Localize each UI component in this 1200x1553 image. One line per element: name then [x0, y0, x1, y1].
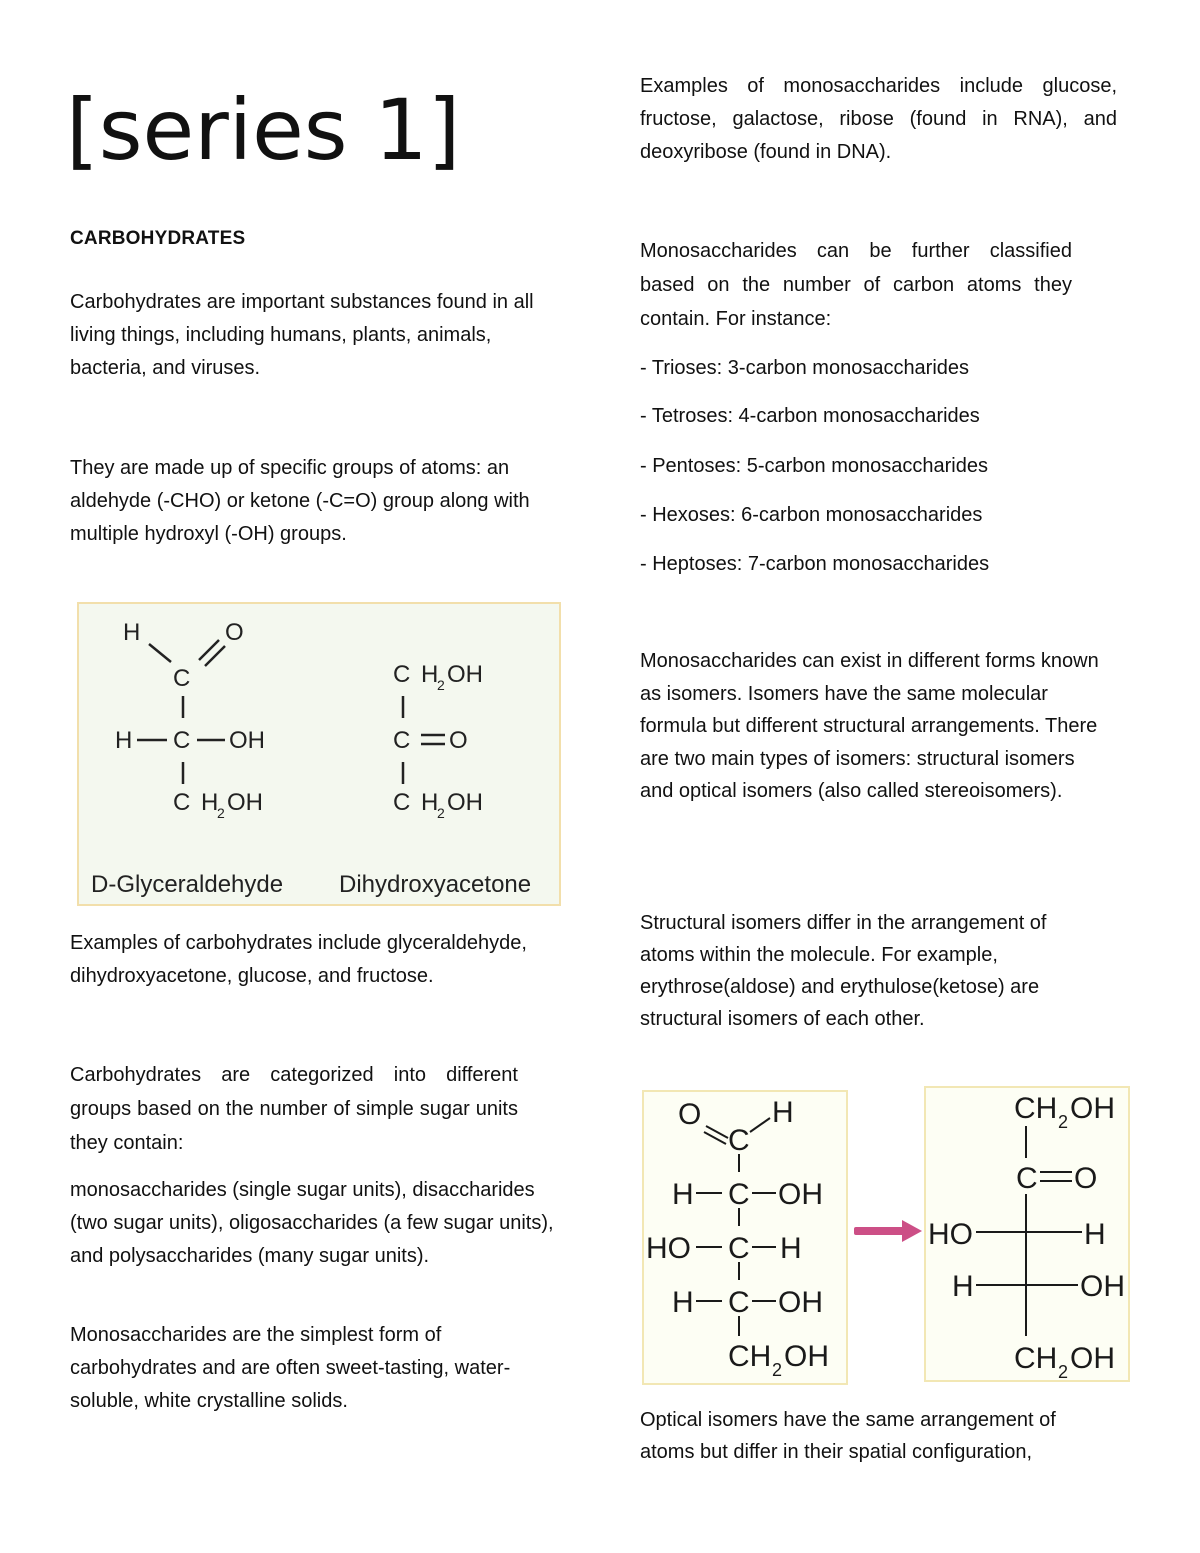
subscript-2: 2 [437, 805, 445, 821]
atom-h: H [421, 661, 439, 688]
atom-h: H [115, 727, 133, 754]
atom-ch: CH [1014, 1342, 1058, 1375]
atom-oh: OH [1070, 1342, 1115, 1375]
atom-h: H [1084, 1218, 1106, 1251]
atom-oh: OH [229, 727, 265, 754]
paragraph-examples: Examples of carbohydrates include glyceraldehyde, dihydroxyacetone, glucose, and fructose. [70, 932, 527, 987]
atom-oh: OH [1080, 1270, 1125, 1303]
atom-ch: CH [728, 1340, 772, 1373]
caption-glyceraldehyde: D-Glyceraldehyde [91, 871, 284, 898]
aldose-diagram [644, 1092, 846, 1383]
paragraph-isomers: Monosaccharides can exist in different forms known as isomers. Isomers have the same molecular formula but different structural arrangements. There are two main types of isomers: structural isomers and optical isomers (also called stereoisomers). [640, 650, 1099, 803]
figure-ketose-structure [924, 1086, 1130, 1382]
atom-h: H [123, 619, 141, 646]
arrow-icon [852, 1218, 924, 1244]
atom-h: H [952, 1270, 974, 1303]
atom-ho: HO [646, 1232, 691, 1265]
subscript-2: 2 [772, 1360, 783, 1380]
dihydroxyacetone-structure [393, 661, 483, 821]
subscript-2: 2 [217, 805, 225, 821]
page-title: [series 1] [66, 81, 461, 179]
atom-oh: OH [778, 1178, 823, 1211]
paragraph-mono-examples: Examples of monosaccharides include glucose, fructose, galactose, ribose (found in RNA), and deoxyribose (found in DNA). [640, 75, 1117, 163]
atom-h: H [672, 1286, 694, 1319]
glyceraldehyde-structure [115, 619, 265, 821]
atom-c: C [393, 789, 411, 816]
structure-diagram [79, 604, 559, 904]
list-item: - Pentoses: 5-carbon monosaccharides [640, 455, 988, 477]
atom-oh: OH [447, 661, 483, 688]
atom-c: C [173, 665, 191, 692]
atom-oh: OH [784, 1340, 829, 1373]
paragraph-categories: Carbohydrates are categorized into different groups based on the number of simple sugar units they contain: [70, 1064, 518, 1154]
caption-dihydroxyacetone: Dihydroxyacetone [339, 871, 532, 898]
list-item: - Trioses: 3-carbon monosaccharides [640, 357, 970, 379]
paragraph-sugar-units: monosaccharides (single sugar units), disaccharides (two sugar units), oligosaccharides (a few sugar units), and polysaccharides (many sugar units). [70, 1179, 554, 1267]
atom-oh: OH [1070, 1092, 1115, 1125]
atom-c: C [173, 789, 191, 816]
paragraph-optical-isomers: Optical isomers have the same arrangement of atoms but differ in their spatial configuration, [640, 1409, 1056, 1463]
atom-c: C [728, 1178, 750, 1211]
paragraph-classification: Monosaccharides can be further classified based on the number of carbon atoms they contain. For instance: [640, 240, 1072, 330]
paragraph-functional-groups: They are made up of specific groups of atoms: an aldehyde (-CHO) or ketone (-C=O) group along with multiple hydroxyl (-OH) groups. [70, 457, 530, 545]
atom-o: O [225, 619, 244, 646]
atom-c: C [1016, 1162, 1038, 1195]
subscript-2: 2 [437, 677, 445, 693]
paragraph-structural-isomers: Structural isomers differ in the arrangement of atoms within the molecule. For example, erythrose(aldose) and erythulose(ketose) are structural isomers of each other. [640, 912, 1047, 1030]
atom-c: C [728, 1286, 750, 1319]
list-item: - Tetroses: 4-carbon monosaccharides [640, 405, 980, 427]
atom-h: H [772, 1096, 794, 1129]
list-item: - Hexoses: 6-carbon monosaccharides [640, 504, 983, 526]
atom-o: O [678, 1098, 702, 1131]
atom-c: C [393, 661, 411, 688]
atom-h: H [201, 789, 219, 816]
atom-oh: OH [447, 789, 483, 816]
atom-o: O [449, 727, 468, 754]
paragraph-monosaccharides: Monosaccharides are the simplest form of carbohydrates and are often sweet-tasting, water-soluble, white crystalline solids. [70, 1324, 511, 1412]
subscript-2: 2 [1058, 1112, 1069, 1132]
figure-aldose-structure [642, 1090, 848, 1385]
atom-c: C [173, 727, 191, 754]
atom-c: C [393, 727, 411, 754]
subscript-2: 2 [1058, 1362, 1069, 1380]
atom-oh: OH [227, 789, 263, 816]
atom-h: H [672, 1178, 694, 1211]
atom-ch: CH [1014, 1092, 1058, 1125]
atom-o: O [1074, 1162, 1098, 1195]
figure-glyceraldehyde-dihydroxyacetone [77, 602, 561, 906]
atom-ho: HO [928, 1218, 973, 1251]
atom-h: H [780, 1232, 802, 1265]
ketose-diagram [926, 1088, 1128, 1380]
section-heading: CARBOHYDRATES [70, 228, 246, 249]
paragraph-intro: Carbohydrates are important substances found in all living things, including humans, plants, animals, bacteria, and viruses. [70, 291, 534, 379]
atom-h: H [421, 789, 439, 816]
list-item: - Heptoses: 7-carbon monosaccharides [640, 553, 990, 575]
atom-oh: OH [778, 1286, 823, 1319]
atom-c: C [728, 1232, 750, 1265]
atom-c: C [728, 1124, 750, 1157]
